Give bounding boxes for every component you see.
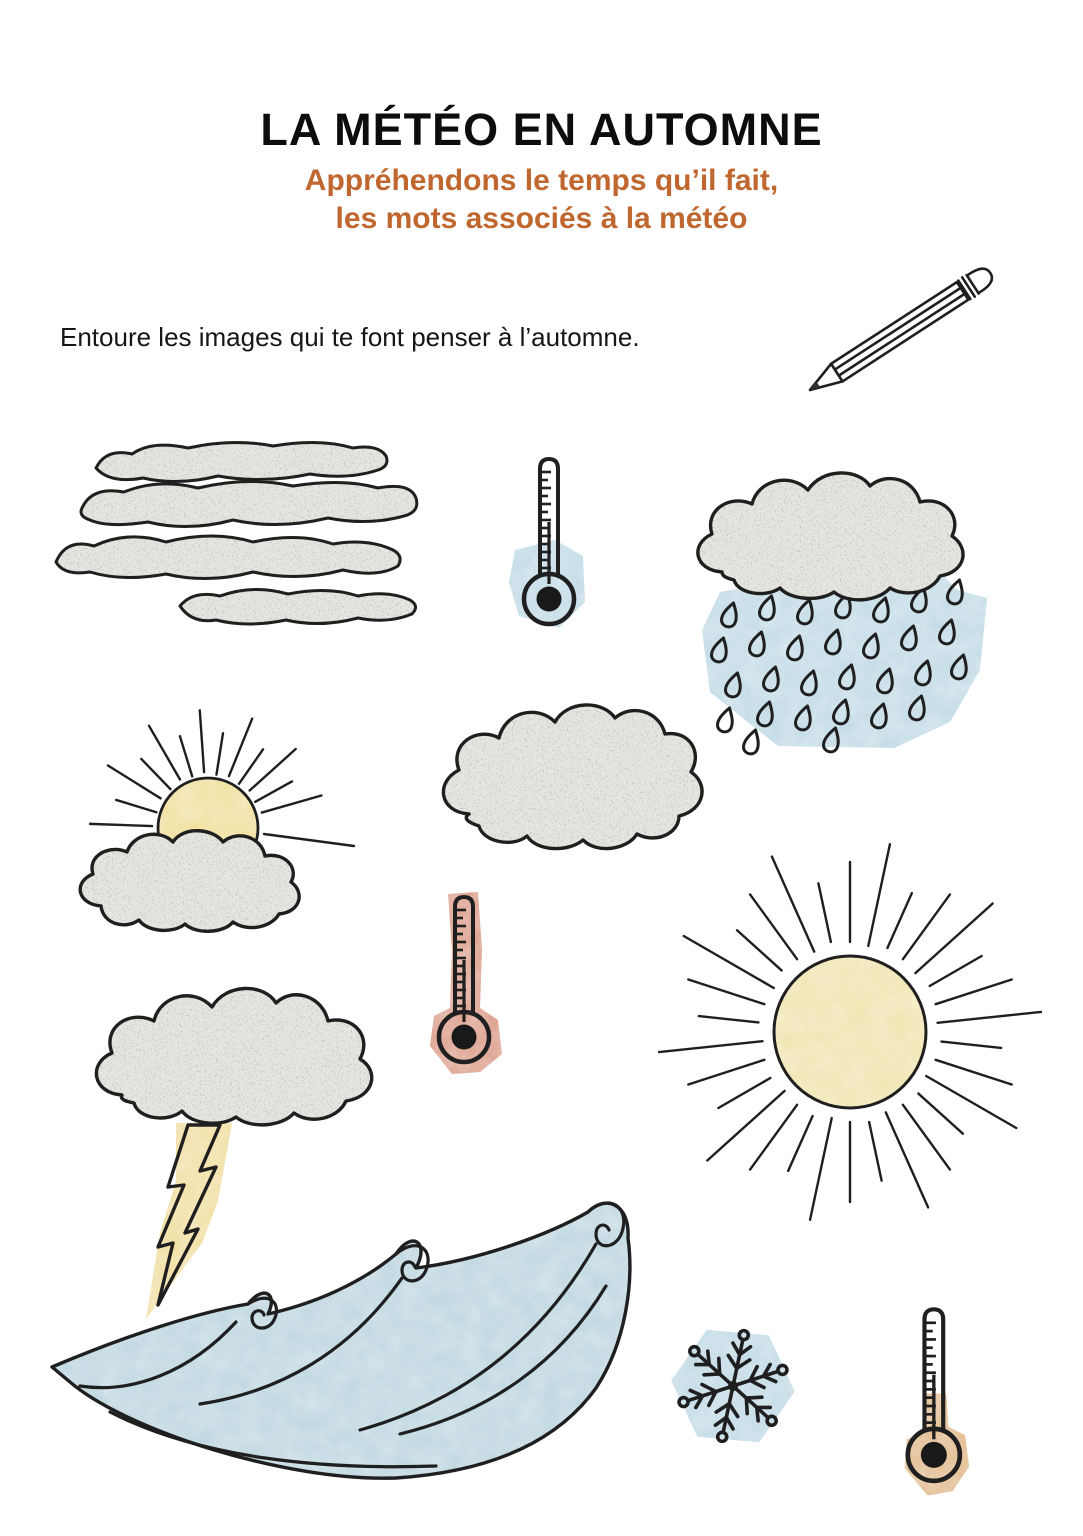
sun-behind-cloud-icon <box>55 700 355 945</box>
hot-thermometer-icon <box>418 890 510 1078</box>
snowflake-icon <box>663 1312 803 1462</box>
page-subtitle <box>0 162 1083 239</box>
page-title: LA MÉTÉO EN AUTOMNE <box>260 104 823 156</box>
rain-icon <box>682 460 1002 755</box>
subtitle-line-2: les mots associés à la météo <box>335 202 748 236</box>
wind-waves-icon <box>40 1172 660 1492</box>
cold-thermometer-icon <box>503 452 595 640</box>
fog-icon <box>48 430 448 645</box>
subtitle-line-1: Appréhendons le temps qu’il fait, <box>304 164 779 197</box>
sun-icon <box>645 835 1045 1235</box>
instruction-text: Entoure les images qui te font penser à l’automne. <box>60 322 640 352</box>
pencil-icon <box>792 232 1022 402</box>
warm-thermometer-icon <box>882 1292 986 1504</box>
